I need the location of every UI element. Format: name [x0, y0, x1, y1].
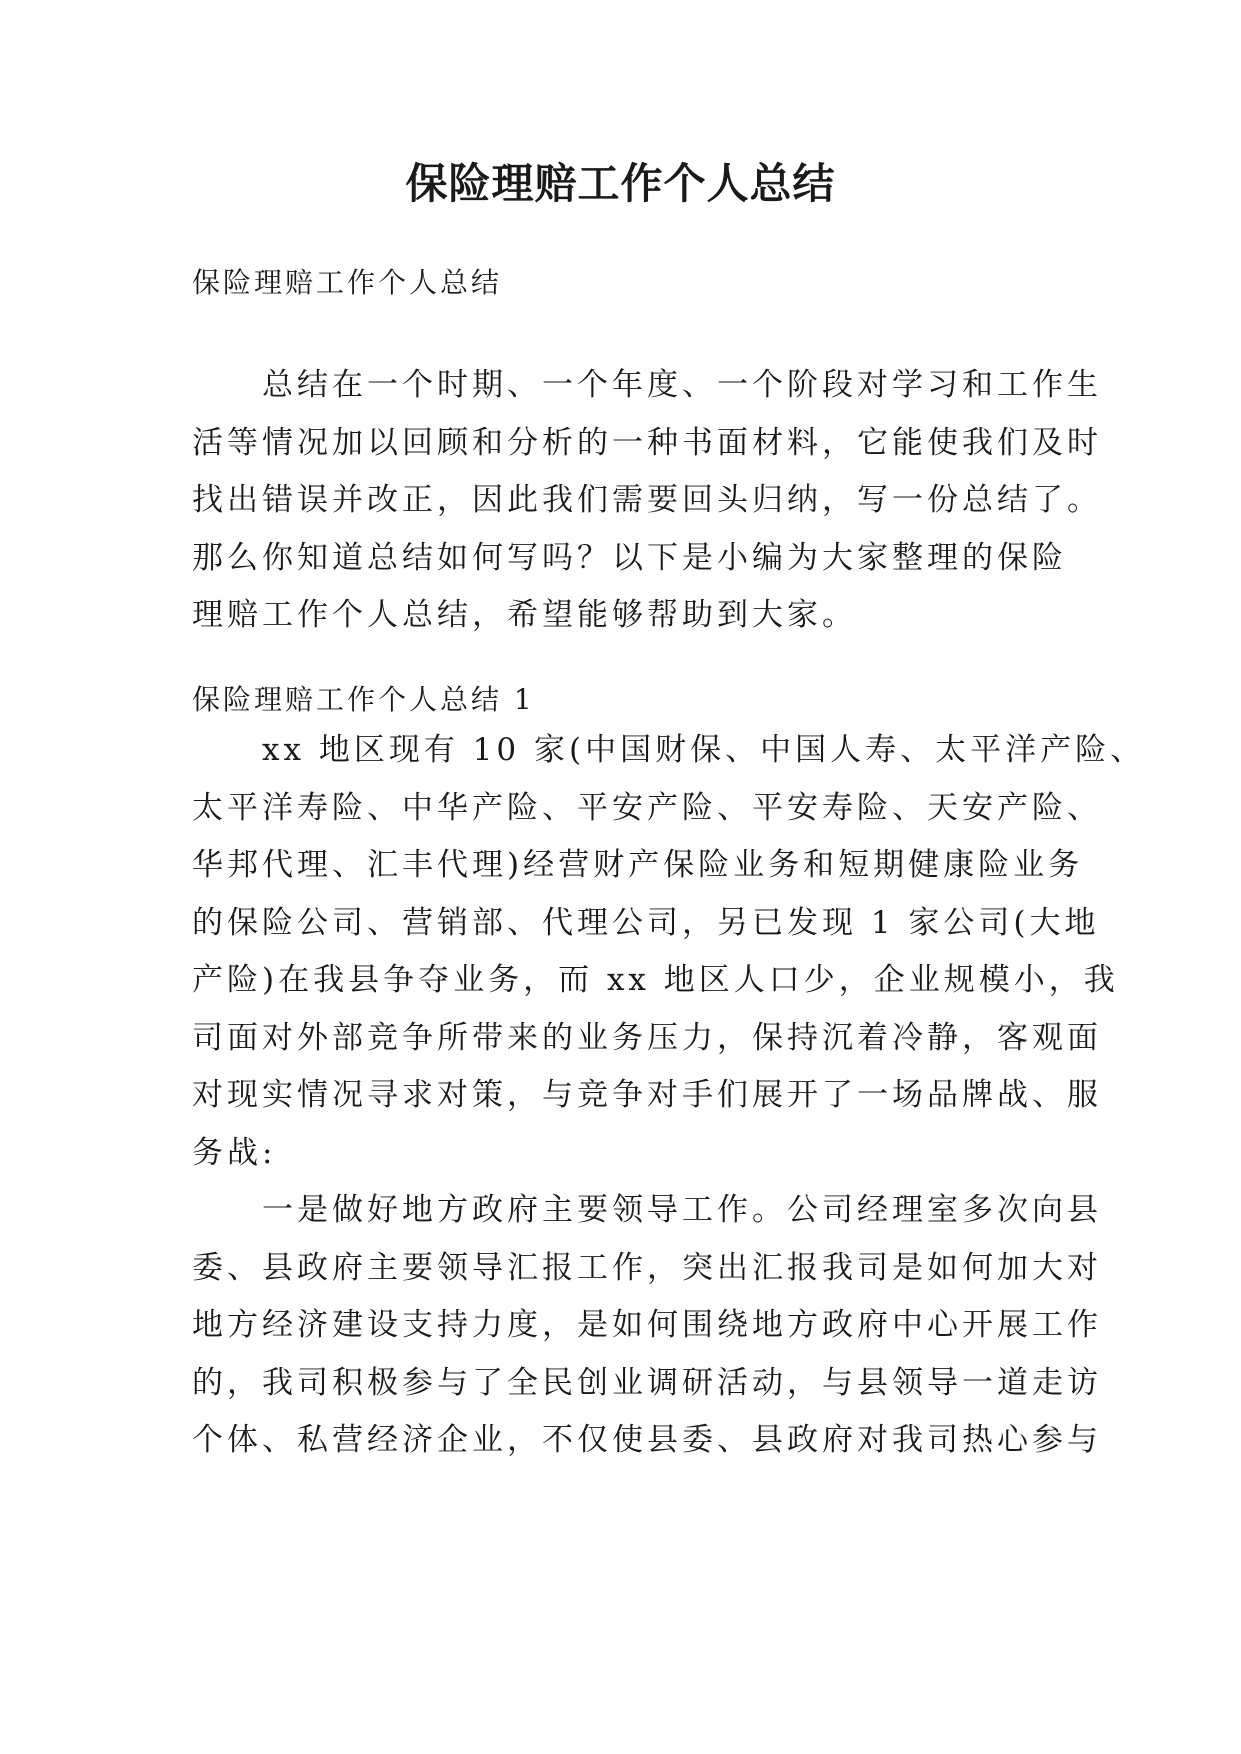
- body-line: 地方经济建设支持力度，是如何围绕地方政府中心开展工作: [192, 1307, 1102, 1343]
- body-line: 委、县政府主要领导汇报工作，突出汇报我司是如何加大对: [192, 1249, 1102, 1286]
- body-line: 的，我司积极参与了全民创业调研活动，与县领导一道走访: [192, 1364, 1102, 1401]
- document-subtitle: 保险理赔工作个人总结: [192, 266, 503, 299]
- body-line: 对现实情况寻求对策，与竞争对手们展开了一场品牌战、服: [192, 1077, 1102, 1113]
- intro-line: 总结在一个时期、一个年度、一个阶段对学习和工作生: [192, 367, 1102, 403]
- body-line: 一是做好地方政府主要领导工作。公司经理室多次向县: [192, 1192, 1102, 1228]
- body-line: 的保险公司、营销部、代理公司，另已发现 1 家公司(大地: [192, 904, 1100, 941]
- section-heading: 保险理赔工作个人总结 1: [192, 683, 535, 716]
- document-title: 保险理赔工作个人总结: [405, 159, 836, 208]
- body-line: 华邦代理、汇丰代理)经营财产保险业务和短期健康险业务: [192, 847, 1084, 883]
- body-line: 司面对外部竞争所带来的业务压力，保持沉着冷静，客观面: [192, 1019, 1102, 1056]
- body-line: 太平洋寿险、中华产险、平安产险、平安寿险、天安产险、: [192, 789, 1102, 826]
- body-line: 产险)在我县争夺业务，而 xx 地区人口少，企业规模小，我: [192, 962, 1119, 998]
- intro-line: 那么你知道总结如何写吗？以下是小编为大家整理的保险: [192, 539, 1067, 576]
- body-line: 个体、私营经济企业，不仅使县委、县政府对我司热心参与: [192, 1422, 1102, 1458]
- section1-body: [192, 722, 1145, 1470]
- body-line: 务战:: [192, 1134, 277, 1171]
- intro-line: 理赔工作个人总结，希望能够帮助到大家。: [192, 597, 857, 633]
- intro-line: 找出错误并改正，因此我们需要回头归纳，写一份总结了。: [192, 482, 1102, 518]
- intro-paragraph: [192, 357, 1102, 645]
- body-line: xx 地区现有 10 家(中国财保、中国人寿、太平洋产险、: [192, 732, 1146, 768]
- intro-line: 活等情况加以回顾和分析的一种书面材料，它能使我们及时: [192, 424, 1102, 461]
